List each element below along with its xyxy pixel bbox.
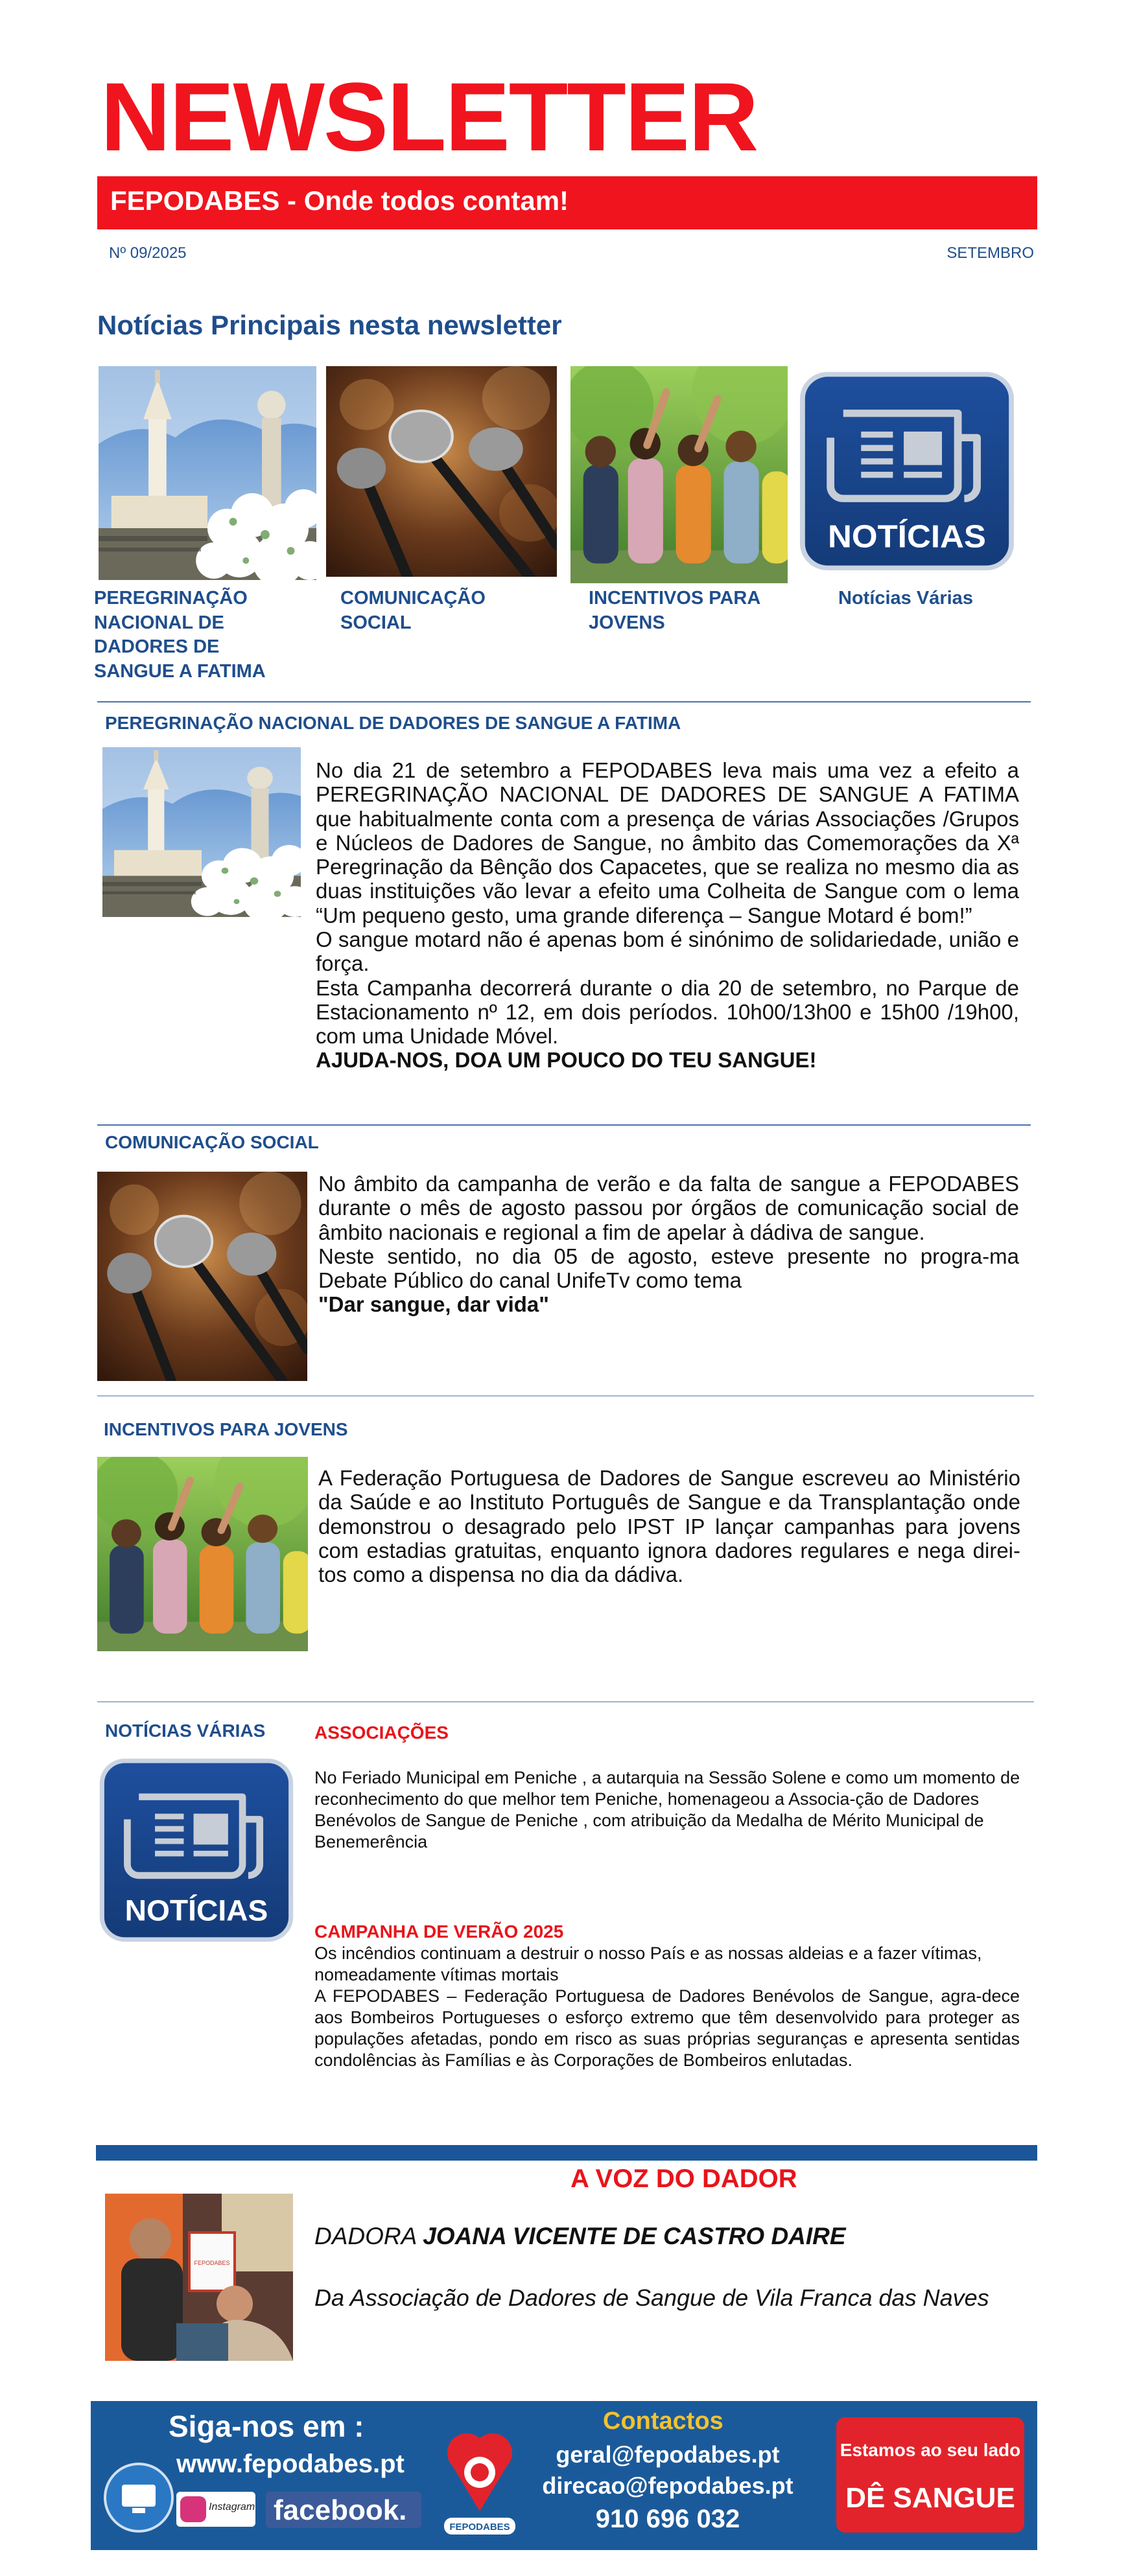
voz-do-dador-title: A VOZ DO DADOR bbox=[570, 2164, 797, 2193]
certificate-text: FEPODABES bbox=[194, 2260, 230, 2266]
peregrinacao-paragraph-1: No dia 21 de setembro a FEPODABES leva mais uma vez a efeito a PEREGRINAÇÃO NACIONAL DE DADORES DE SANGUE A FATIMA que habitualmente conta com a presença de várias Associações /Grupos e Núcleos de Dadores de Sangue, no âmbito das Comemorações da Xª Peregrinação da Bênção dos Capacetes, que se realiza no mesmo dia as duas instituições vão levar a efeito uma Colheita de Sangue com o lema “Um pequeno gesto, uma grande diferença – Sangue Motard é bom!” bbox=[316, 758, 1019, 927]
footer-banner bbox=[91, 2401, 1037, 2550]
youth-thumbnail bbox=[97, 1457, 308, 1651]
donate-blood-badge[interactable] bbox=[836, 2417, 1024, 2533]
contacts-title: Contactos bbox=[603, 2408, 723, 2435]
fepodabes-logo-text: FEPODABES bbox=[449, 2522, 510, 2533]
highlight-caption-3[interactable]: INCENTIVOS PARA JOVENS bbox=[589, 588, 760, 633]
facebook-label: facebook. bbox=[274, 2494, 407, 2526]
section-title-peregrinacao: PEREGRINAÇÃO NACIONAL DE DADORES DE SANGUE A FATIMA bbox=[105, 713, 681, 733]
noticias-thumbnail-text: NOTÍCIAS bbox=[124, 1894, 268, 1927]
issue-month: SETEMBRO bbox=[946, 244, 1034, 262]
instagram-icon bbox=[180, 2496, 206, 2522]
section-title-varias: NOTÍCIAS VÁRIAS bbox=[105, 1721, 266, 1741]
peregrinacao-call-to-action: AJUDA-NOS, DOA UM POUCO DO TEU SANGUE! bbox=[316, 1048, 817, 1073]
section-title-comunicacao: COMUNICAÇÃO SOCIAL bbox=[105, 1132, 319, 1152]
section-divider bbox=[97, 1124, 1031, 1126]
donor-association: Da Associação de Dadores de Sangue de Vila Franca das Naves bbox=[314, 2284, 989, 2311]
donate-tagline: Estamos ao seu lado bbox=[840, 2440, 1021, 2460]
website-icon[interactable] bbox=[104, 2463, 174, 2533]
youth-group-image[interactable] bbox=[570, 366, 788, 583]
comunicacao-paragraph-1: No âmbito da campanha de verão e da falta de sangue a FEPODABES durante o mês de agosto passou por órgãos de comunicação social de âmbito nacionais e regional a fim de apelar à dádiva de sangue. bbox=[318, 1172, 1019, 1244]
associacoes-text: No Feriado Municipal em Peniche , a autarquia na Sessão Solene e como um momento de reconhecimento do que melhor tem Peniche, homenageou a Associa-ção de Dadores Benévolos de Sangue de Peniche , com atribuição da Medalha de Mérito Municipal de Benemerência bbox=[314, 1768, 1020, 1851]
fatima-image[interactable] bbox=[99, 366, 316, 580]
highlight-caption-2[interactable]: COMUNICAÇÃO SOCIAL bbox=[340, 588, 486, 633]
campanha-title: CAMPANHA DE VERÃO 2025 bbox=[314, 1921, 564, 1942]
noticias-logo-image[interactable] bbox=[799, 371, 1015, 572]
highlight-caption-1[interactable]: PEREGRINAÇÃO NACIONAL DE DADORES DE SANGUE A FATIMA bbox=[94, 588, 266, 682]
fepodabes-logo[interactable] bbox=[431, 2414, 528, 2544]
comunicacao-quote: "Dar sangue, dar vida" bbox=[318, 1292, 549, 1317]
fatima-thumbnail bbox=[102, 747, 301, 917]
instagram-label: Instagram bbox=[209, 2501, 255, 2512]
comunicacao-text bbox=[318, 1172, 1019, 1317]
facebook-badge[interactable] bbox=[266, 2492, 421, 2528]
donor-photo bbox=[105, 2194, 293, 2361]
peregrinacao-text bbox=[316, 758, 1019, 1073]
noticias-logo-text: NOTÍCIAS bbox=[827, 518, 987, 555]
associacoes-title: ASSOCIAÇÕES bbox=[314, 1723, 449, 1743]
donor-name: JOANA VICENTE DE CASTRO DAIRE bbox=[423, 2223, 846, 2249]
section-divider bbox=[97, 701, 1031, 702]
donate-cta: DÊ SANGUE bbox=[845, 2482, 1015, 2514]
section-divider bbox=[97, 1701, 1034, 1702]
tagline: FEPODABES - Onde todos contam! bbox=[110, 185, 569, 216]
campanha-text bbox=[314, 1943, 1020, 2071]
noticias-thumbnail bbox=[99, 1758, 294, 1943]
comunicacao-paragraph-2: Neste sentido, no dia 05 de agosto, esteve presente no progra-ma Debate Público do canal UnifeTv como tema bbox=[318, 1244, 1019, 1293]
highlights-heading: Notícias Principais nesta newsletter bbox=[97, 310, 562, 340]
microphones-image[interactable] bbox=[326, 366, 557, 577]
campanha-paragraph-1: Os incêndios continuam a destruir o nosso País e as nossas aldeias e a fazer vítimas, nomeadamente vítimas mortais bbox=[314, 1944, 982, 1984]
follow-us-label: Siga-nos em : bbox=[169, 2409, 364, 2443]
donor-name-line bbox=[314, 2223, 846, 2250]
peregrinacao-paragraph-3: Esta Campanha decorrerá durante o dia 20 de setembro, no Parque de Estacionamento nº 12, em dois períodos. 10h00/13h00 e 15h00 /19h00, com uma Unidade Móvel. bbox=[316, 975, 1019, 1049]
highlight-caption-4[interactable]: Notícias Várias bbox=[838, 588, 973, 609]
email-direcao[interactable]: direcao@fepodabes.pt bbox=[542, 2472, 793, 2499]
section-divider bbox=[97, 1395, 1034, 1397]
email-geral[interactable]: geral@fepodabes.pt bbox=[556, 2441, 780, 2468]
newsletter-title: NEWSLETTER bbox=[100, 62, 758, 171]
donor-name-prefix: DADORA bbox=[314, 2223, 423, 2249]
tagline-bar bbox=[97, 176, 1037, 229]
section-band bbox=[96, 2145, 1037, 2161]
campanha-paragraph-2: A FEPODABES – Federação Portuguesa de Dadores Benévolos de Sangue, agra-dece aos Bombeiros Portugueses o esforço extremo que têm desenvolvido para proteger as populações afetadas, pondo em risco as suas próprias seguranças e apresenta sentidas condolências às Famílias e às Corporações de Bombeiros enlutadas. bbox=[314, 1986, 1020, 2070]
microphones-thumbnail bbox=[97, 1172, 307, 1381]
phone-number[interactable]: 910 696 032 bbox=[595, 2505, 740, 2533]
section-title-incentivos: INCENTIVOS PARA JOVENS bbox=[104, 1419, 348, 1439]
website-link[interactable]: www.fepodabes.pt bbox=[176, 2450, 405, 2478]
instagram-badge[interactable] bbox=[176, 2492, 255, 2527]
peregrinacao-paragraph-2: O sangue motard não é apenas bom é sinónimo de solidariedade, união e força. bbox=[316, 927, 1019, 976]
incentivos-paragraph: A Federação Portuguesa de Dadores de Sangue escreveu ao Ministério da Saúde e ao Instituto Português de Sangue e da Transplantação onde demonstrou o desagrado pelo IPST IP lançar campanhas para jovens com estadias gratuitas, enquanto ignora dadores regulares e nega direi-tos como a dispensa no dia da dádiva. bbox=[318, 1466, 1020, 1587]
issue-number: Nº 09/2025 bbox=[109, 244, 187, 262]
